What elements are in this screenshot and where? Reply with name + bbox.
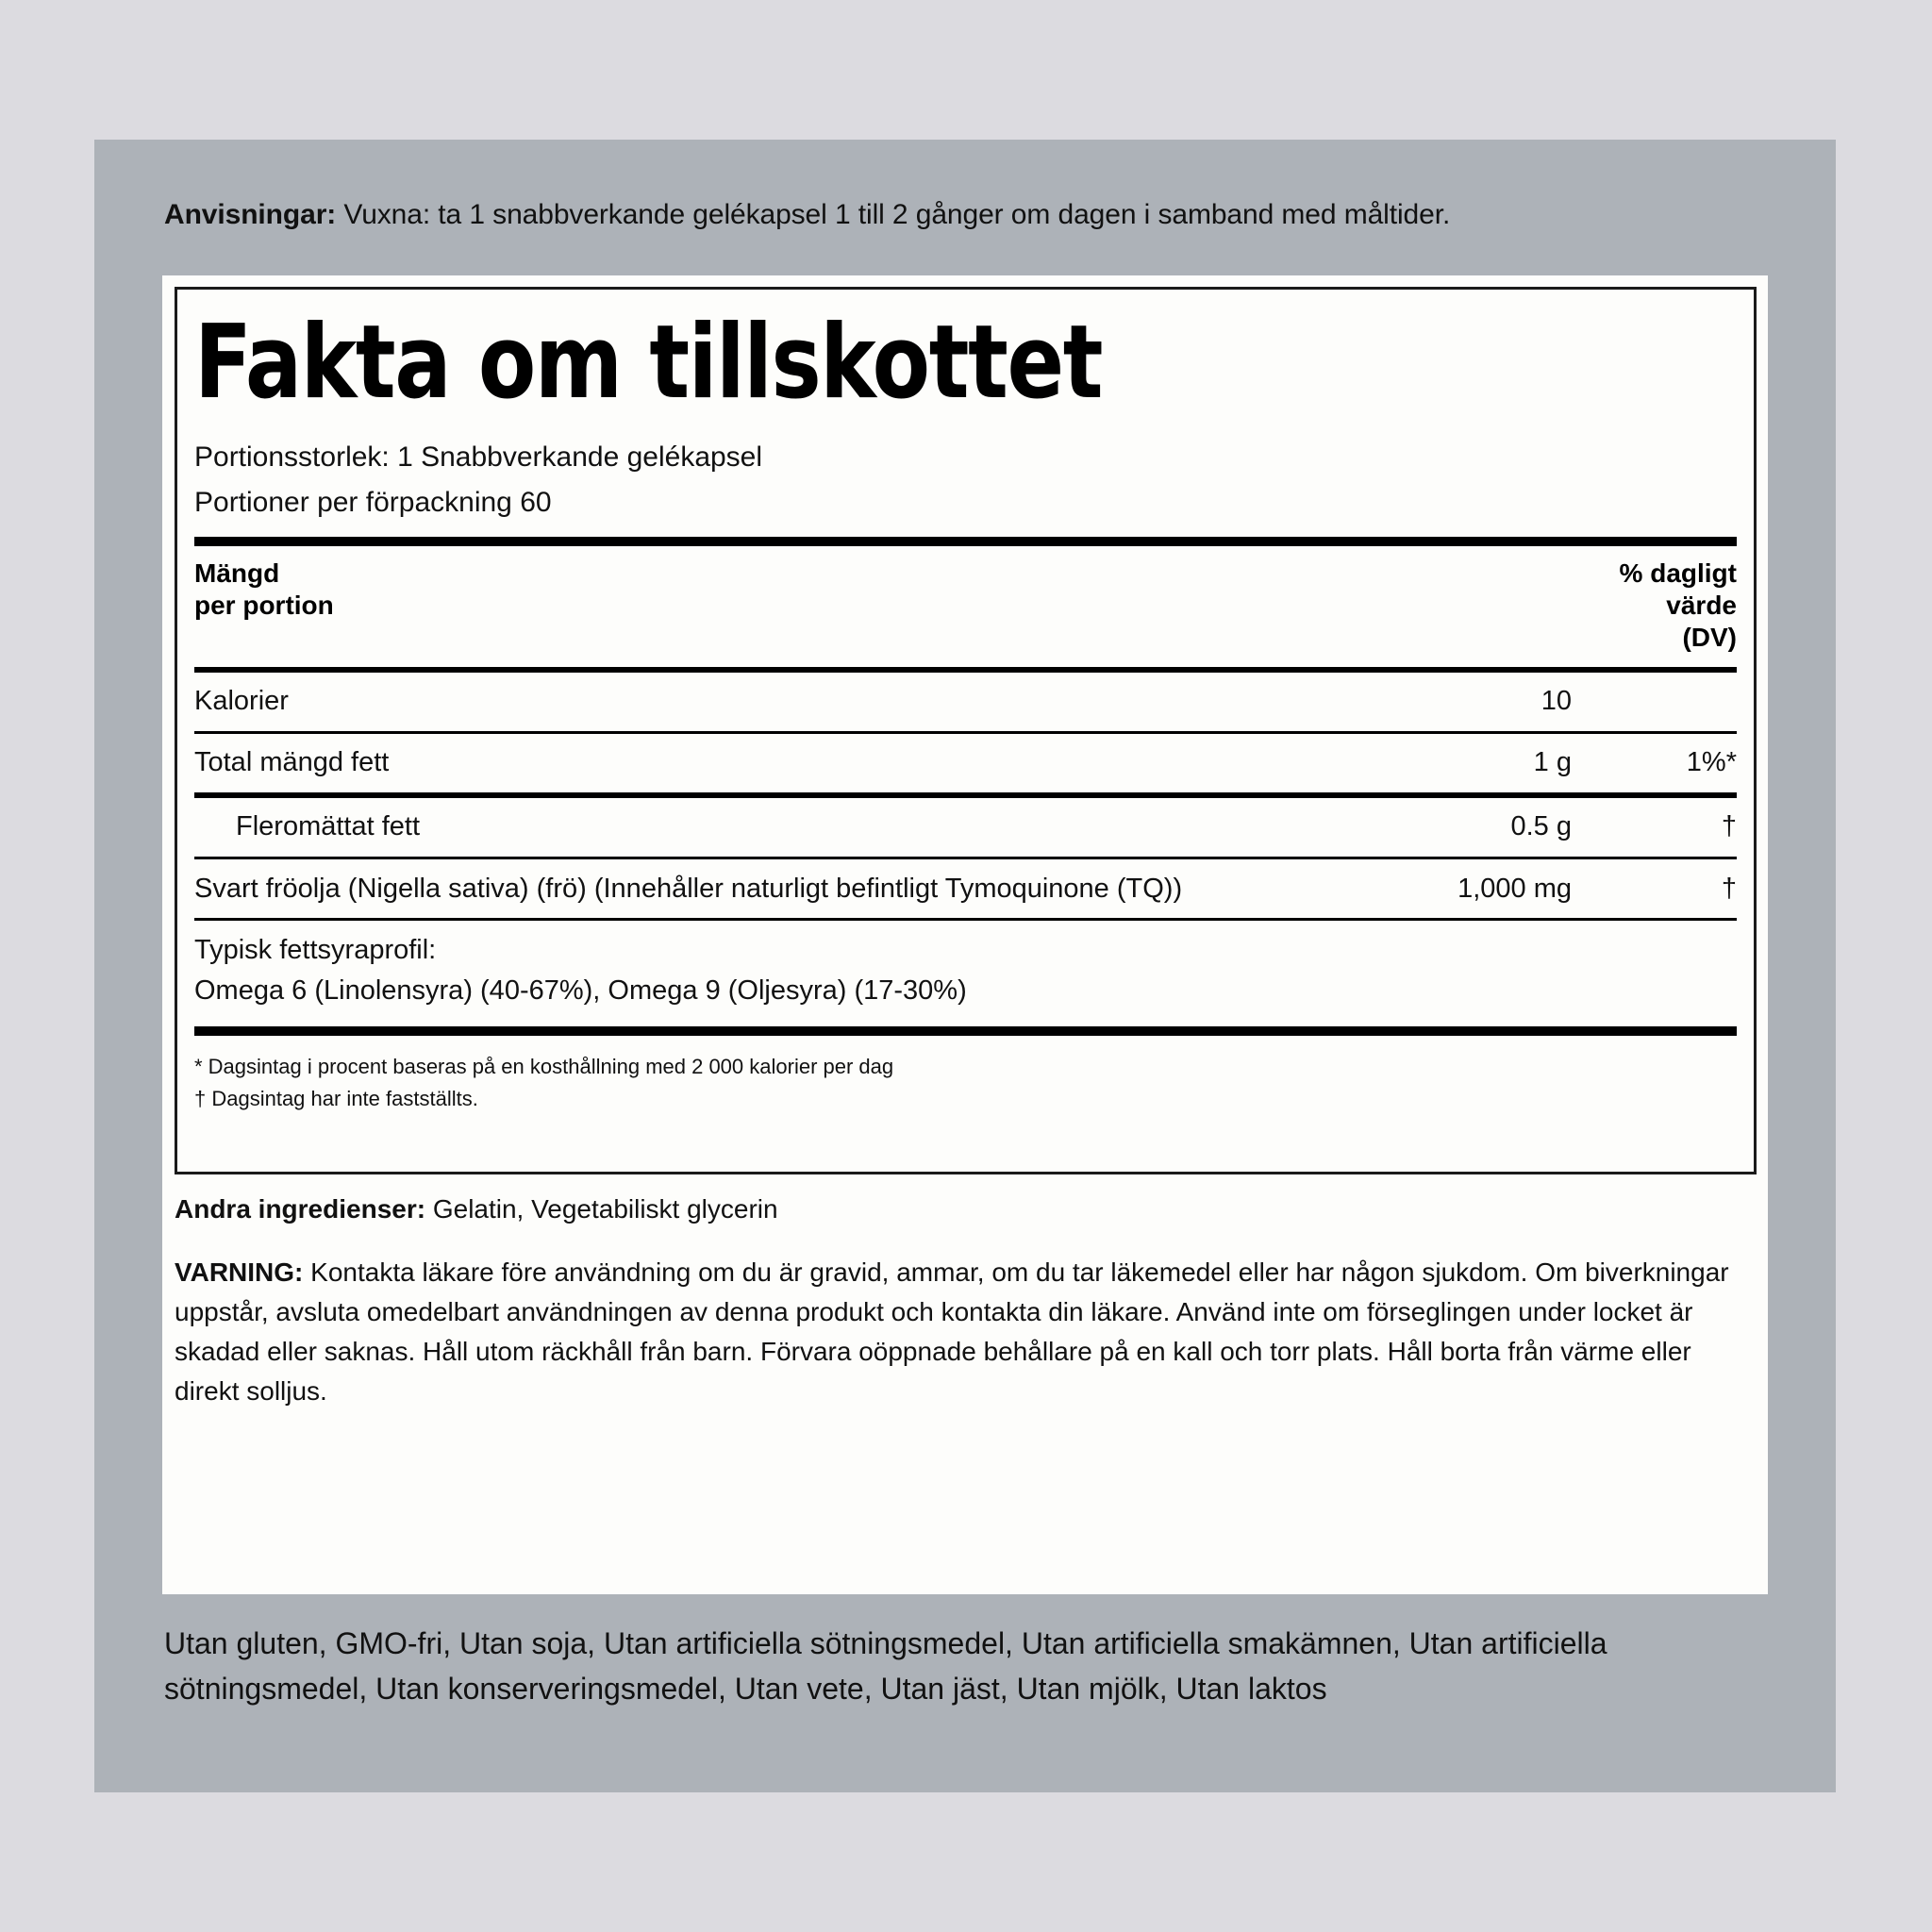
- dv-header-line3: (DV): [1682, 623, 1737, 652]
- directions-label: Anvisningar:: [164, 199, 337, 230]
- nutrient-dv: †: [1721, 874, 1737, 904]
- nutrient-dv: 1%*: [1686, 747, 1737, 777]
- nutrient-name: Fleromättat fett: [236, 811, 421, 841]
- rule-above-headers: [194, 537, 1737, 546]
- fatty-acid-profile-block: [194, 921, 1737, 1026]
- nutrient-dv: †: [1721, 811, 1737, 841]
- footnote-dagger: † Dagsintag har inte fastställts.: [194, 1087, 478, 1110]
- amount-header: [194, 558, 334, 622]
- other-ingredients-label: Andra ingredienser:: [175, 1194, 426, 1224]
- other-ingredients-text: Gelatin, Vegetabiliskt glycerin: [425, 1194, 778, 1224]
- serving-info-block: [194, 435, 1737, 525]
- servings-per-container: Portioner per förpackning 60: [194, 487, 552, 518]
- warning-text: Kontakta läkare före användning om du är gravid, ammar, om du tar läkemedel eller har någon sjukdom. Om biverkningar uppstår, avsluta omedelbart användningen av denna produkt och kontakta din läkare. Använd inte om förseglingen under locket är skadad eller saknas. Håll utom räckhåll från barn. Förvara oöppnade behållare på en kall och torr plats. Håll borta från värme eller direkt solljus.: [175, 1257, 1729, 1406]
- footnotes-block: [194, 1036, 1737, 1115]
- table-row: [194, 673, 1737, 731]
- amount-header-line1: Mängd: [194, 558, 280, 588]
- dv-header-line1: % dagligt: [1619, 558, 1737, 588]
- table-row: [194, 798, 1737, 857]
- free-from-claims: Utan gluten, GMO-fri, Utan soja, Utan artificiella sötningsmedel, Utan artificiella smakämnen, Utan artificiella sötningsmedel, Utan konserveringsmedel, Utan vete, Utan jäst, Utan mjölk, Utan laktos: [164, 1626, 1607, 1706]
- footnote-asterisk: * Dagsintag i procent baseras på en kosthållning med 2 000 kalorier per dag: [194, 1055, 894, 1078]
- nutrient-name: Svart fröolja (Nigella sativa) (frö) (Innehåller naturligt befintligt Tymoquinone (TQ)): [194, 874, 1183, 904]
- warning-paragraph: [175, 1253, 1757, 1411]
- nutrient-name: Total mängd fett: [194, 747, 390, 777]
- label-white-card: [162, 275, 1768, 1594]
- directions-line: [164, 198, 1806, 232]
- table-row: [194, 859, 1737, 918]
- nutrient-amount: 10: [1541, 686, 1572, 716]
- serving-size: Portionsstorlek: 1 Snabbverkande gelékapsel: [194, 441, 763, 473]
- rule-above-footnotes: [194, 1026, 1737, 1036]
- supplement-label-panel: [94, 140, 1836, 1792]
- supplement-facts-box: [175, 287, 1757, 1174]
- fatty-acid-detail: Omega 6 (Linolensyra) (40-67%), Omega 9 (Oljesyra) (17-30%): [194, 975, 967, 1006]
- dv-header-line2: värde: [1666, 591, 1737, 620]
- nutrient-amount: 1 g: [1533, 747, 1572, 777]
- other-ingredients-line: [175, 1192, 1759, 1226]
- daily-value-header: [1620, 558, 1737, 654]
- amount-header-line2: per portion: [194, 591, 334, 620]
- nutrient-amount: 1,000 mg: [1457, 874, 1572, 904]
- table-row: [194, 734, 1737, 792]
- directions-text: Vuxna: ta 1 snabbverkande gelékapsel 1 till 2 gånger om dagen i samband med måltider.: [336, 199, 1451, 230]
- table-column-headers: [194, 546, 1737, 667]
- page-title: Fakta om tillskottet: [194, 304, 1103, 422]
- nutrient-name: Kalorier: [194, 686, 289, 716]
- fatty-acid-heading: Typisk fettsyraprofil:: [194, 935, 437, 965]
- warning-label: VARNING:: [175, 1257, 304, 1287]
- nutrient-amount: 0.5 g: [1510, 811, 1572, 841]
